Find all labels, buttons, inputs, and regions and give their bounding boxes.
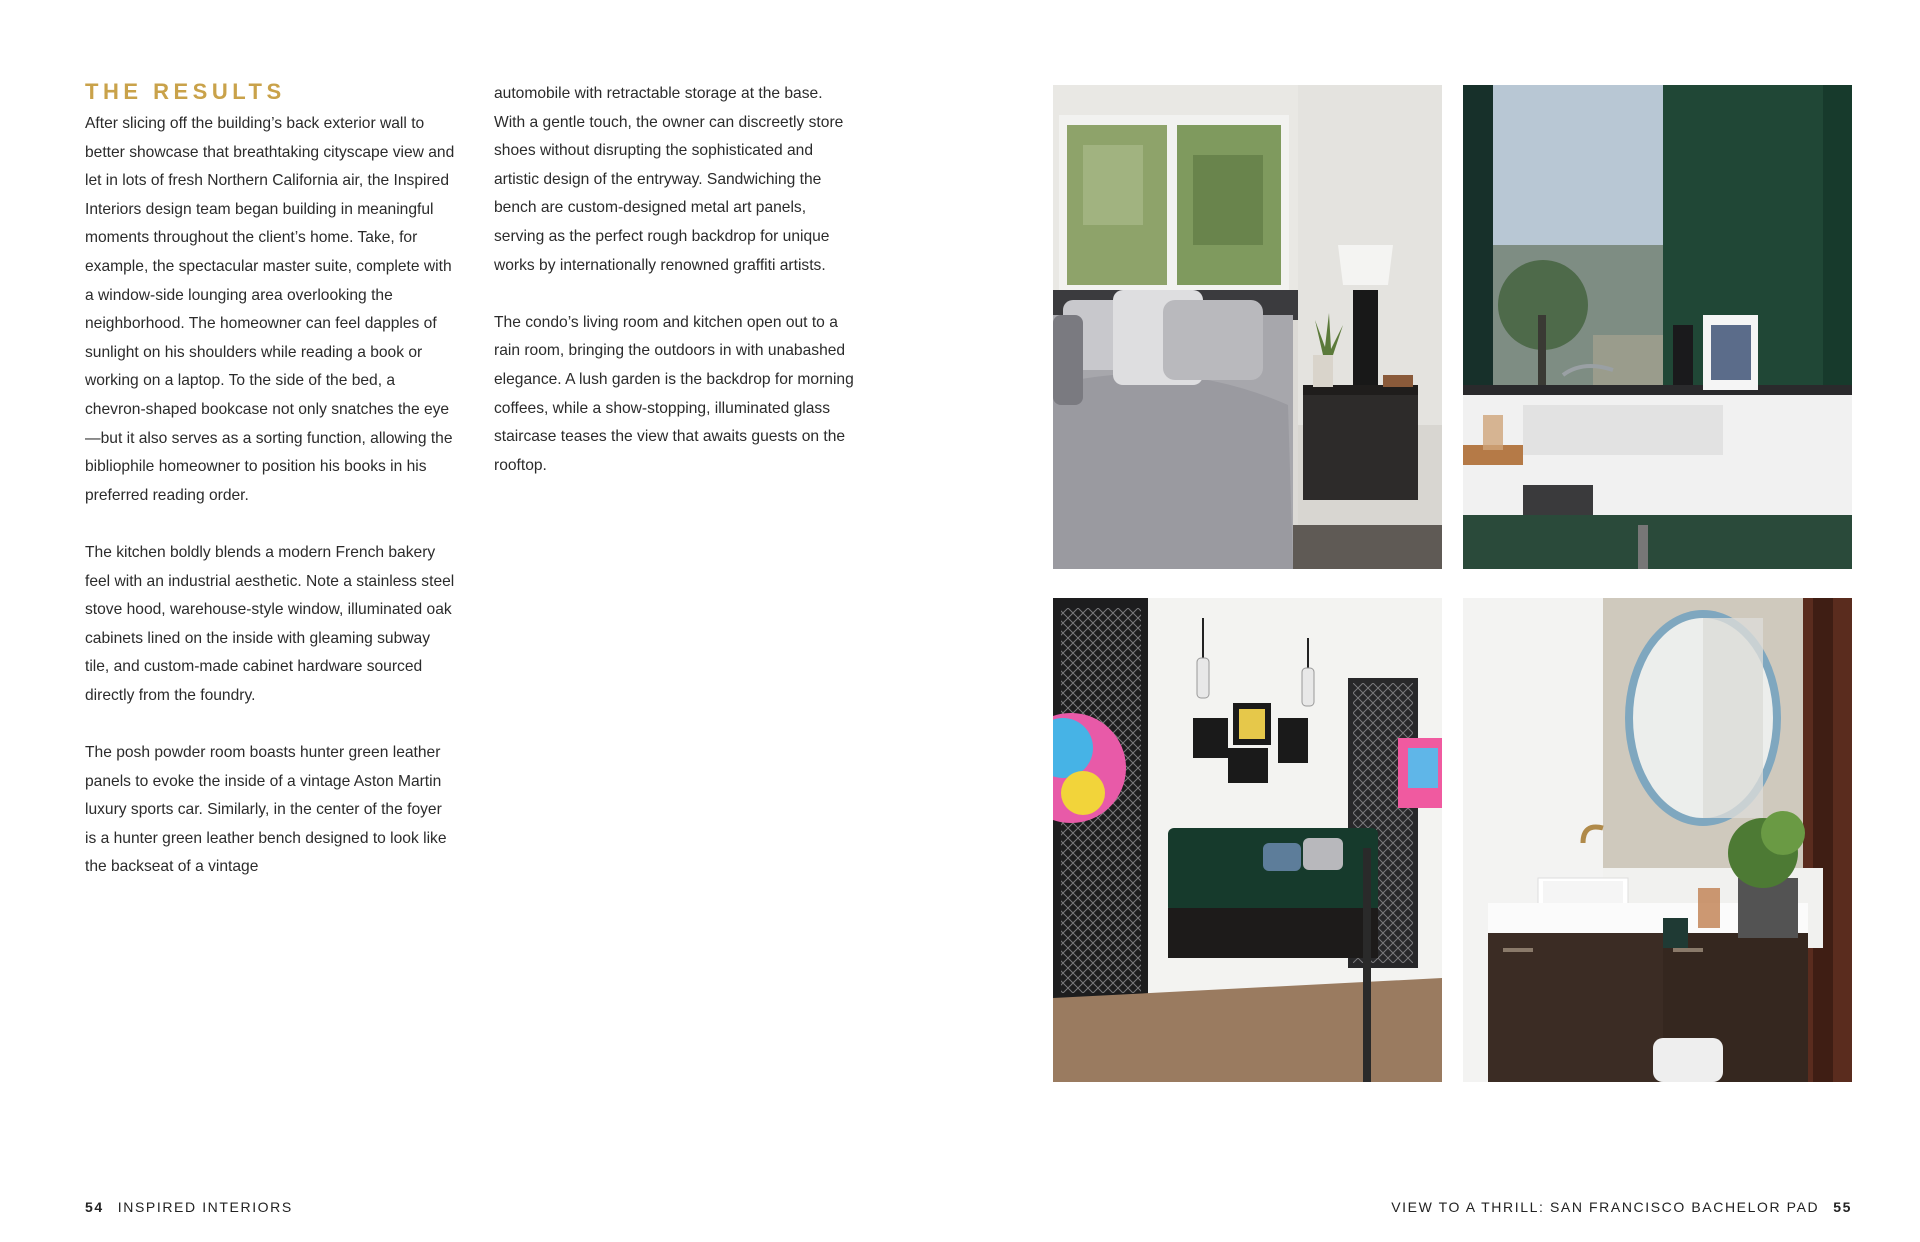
text-column-left	[85, 110, 455, 911]
footer-right	[1391, 1198, 1852, 1216]
publication-title: INSPIRED INTERIORS	[117, 1199, 293, 1215]
paragraph-foyer-bench: automobile with retractable storage at the base. With a gentle touch, the owner can discreetly store shoes without disrupting the sophisticated and artistic design of the entryway. Sandwiching the bench are custom-designed metal art panels, serving as the perfect rough backdrop for unique works by internationally renowned graffiti artists.	[494, 85, 844, 274]
photo-bedroom	[1053, 85, 1442, 569]
section-heading: THE RESULTS	[85, 79, 286, 104]
page-number-right: 55	[1833, 1199, 1852, 1215]
photo-vanity-mirror	[1463, 598, 1852, 1082]
photo-powder-room	[1463, 85, 1852, 569]
page-number-left: 54	[85, 1199, 104, 1215]
paragraph-master-suite: After slicing off the building’s back exterior wall to better showcase that breathtaking cityscape view and let in lots of fresh Northern California air, the Inspired Interiors design team began building in meaningful moments throughout the client’s home. Take, for example, the spectacular master suite, complete with a window-side lounging area overlooking the neighborhood. The homeowner can feel dapples of sunlight on his shoulders while reading a book or working on a laptop. To the side of the bed, a chevron-shaped bookcase not only snatches the eye—but it also serves as a sorting function, allowing the bibliophile homeowner to position his books in his preferred reading order.	[85, 115, 455, 504]
paragraph-kitchen: The kitchen boldly blends a modern French bakery feel with an industrial aesthetic. Note a stainless steel stove hood, warehouse-style window, illuminated oak cabinets lined on the inside with gleaming subway tile, and custom-made cabinet hardware sourced directly from the foundry.	[85, 543, 455, 704]
photo-foyer-bench	[1053, 598, 1442, 1082]
paragraph-powder-room: The posh powder room boasts hunter green leather panels to evoke the inside of a vintage Aston Martin luxury sports car. Similarly, in the center of the foyer is a hunter green leather bench designed to look like the backseat of a vintage	[85, 744, 447, 876]
footer-left	[85, 1198, 293, 1216]
article-title: VIEW TO A THRILL: SAN FRANCISCO BACHELOR PAD	[1391, 1199, 1820, 1215]
paragraph-living-room: The condo’s living room and kitchen open out to a rain room, bringing the outdoors in with unabashed elegance. A lush garden is the backdrop for morning coffees, while a show-stopping, illuminated glass staircase teases the view that awaits guests on the rooftop.	[494, 313, 854, 474]
text-column-right	[494, 80, 854, 509]
